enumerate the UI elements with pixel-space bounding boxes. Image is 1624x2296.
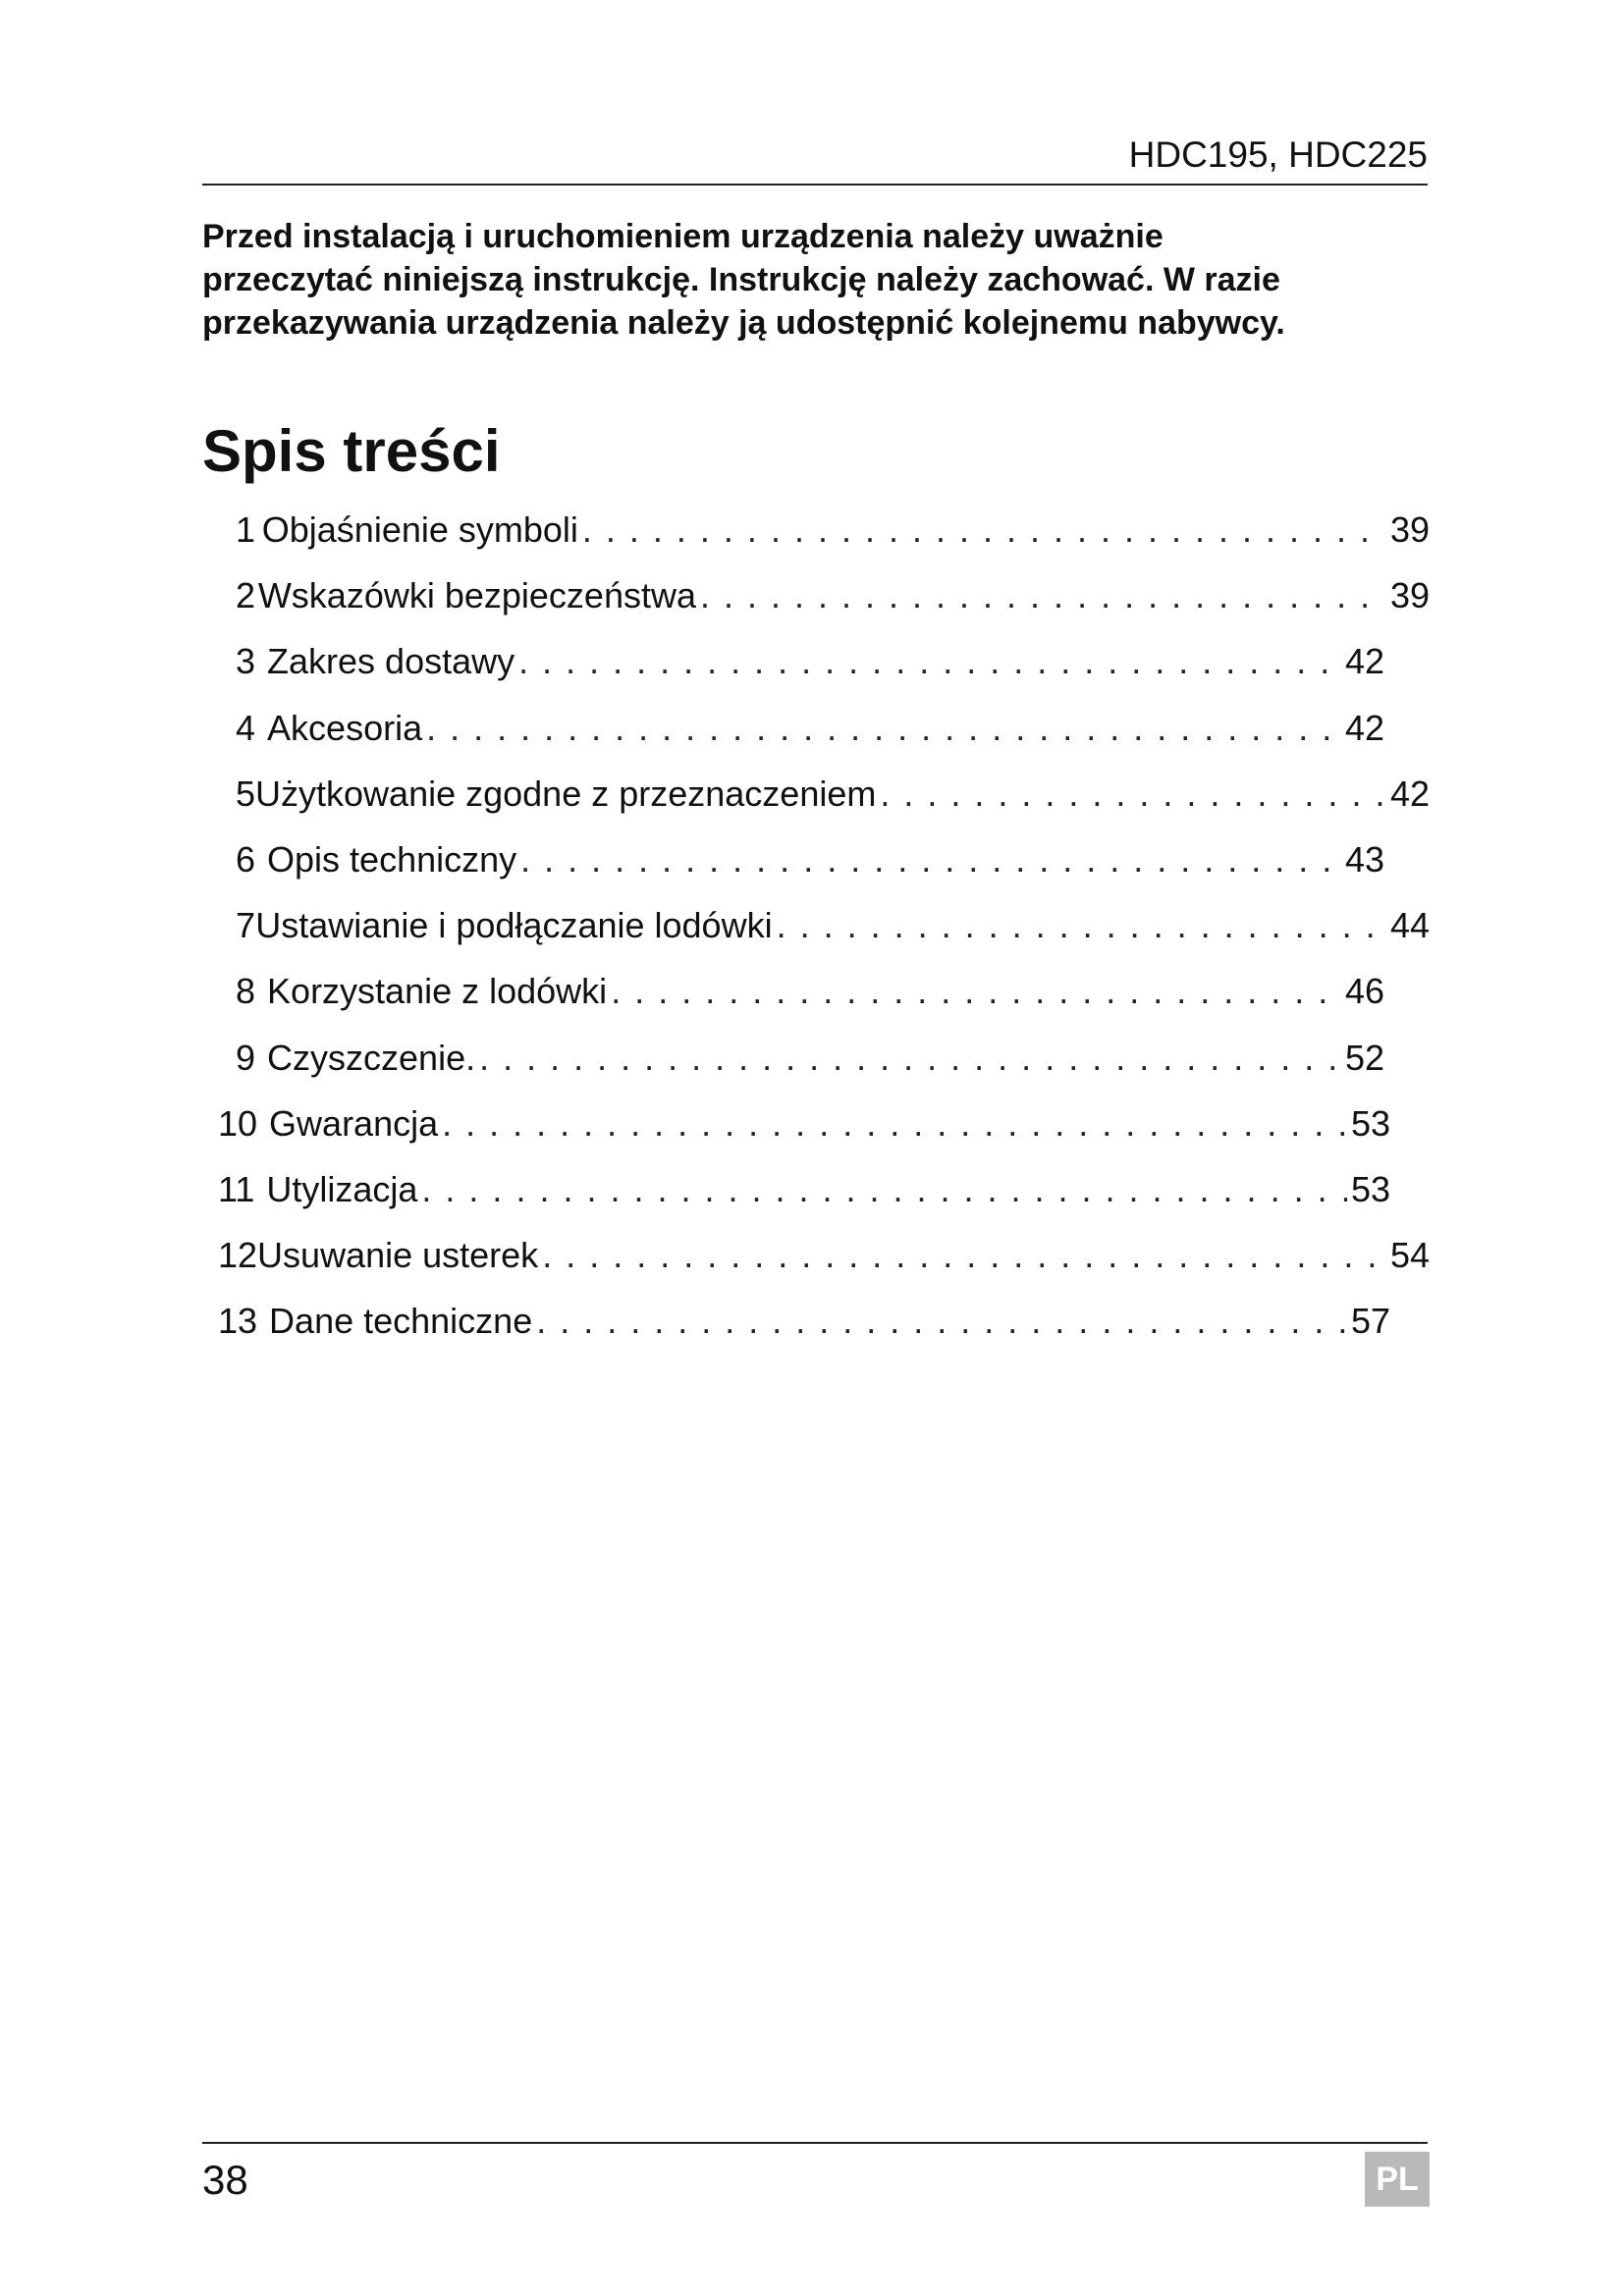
language-badge: PL	[1365, 2152, 1430, 2207]
toc-entry-number: 6	[236, 838, 256, 880]
toc-leader-dots	[438, 1102, 1347, 1146]
toc-leader-dots	[422, 707, 1341, 750]
toc-leader-dots	[516, 838, 1341, 881]
toc-entry-page: 39	[1389, 509, 1430, 550]
toc-entry-label: Akcesoria	[267, 707, 423, 748]
toc-entry-number: 1	[236, 509, 256, 550]
toc-leader-dots	[532, 1300, 1347, 1343]
intro-line: Przed instalacją i uruchomieniem urządzenia należy uważnie	[202, 218, 1164, 255]
table-of-contents	[0, 508, 1624, 1365]
toc-entry[interactable]	[0, 1102, 1624, 1168]
toc-leader-dots	[773, 904, 1386, 947]
toc-entry[interactable]	[0, 1300, 1624, 1365]
toc-entry-label: Wskazówki bezpieczeństwa	[257, 575, 696, 616]
toc-leader-dots	[417, 1168, 1347, 1211]
toc-entry-page: 53	[1350, 1168, 1390, 1209]
toc-entry-number: 7	[236, 905, 256, 946]
toc-entry-page: 54	[1389, 1235, 1430, 1276]
toc-entry[interactable]	[0, 707, 1624, 773]
document-model-header: HDC195, HDC225	[1128, 134, 1428, 175]
toc-entry-page: 42	[1344, 707, 1384, 748]
toc-entry-label: Utylizacja	[266, 1168, 418, 1209]
footer-rule	[202, 2142, 1428, 2144]
toc-entry[interactable]	[0, 970, 1624, 1036]
toc-entry-number: 2	[236, 575, 256, 616]
toc-entry-page: 57	[1350, 1301, 1390, 1342]
toc-title: Spis treści	[202, 418, 501, 484]
toc-entry-label: Usuwanie usterek	[257, 1235, 539, 1276]
toc-entry-number: 5	[236, 773, 256, 814]
toc-entry[interactable]	[0, 1234, 1624, 1300]
toc-entry-number: 11	[218, 1168, 255, 1209]
toc-entry[interactable]	[0, 904, 1624, 970]
intro-notice	[202, 215, 1430, 345]
toc-entry-number: 9	[236, 1037, 256, 1078]
toc-entry-label: Czyszczenie.	[267, 1037, 476, 1078]
toc-entry-number: 12	[218, 1235, 258, 1276]
toc-entry-label: Objaśnienie symboli	[261, 509, 578, 550]
toc-entry[interactable]	[0, 508, 1624, 574]
toc-entry-number: 13	[218, 1301, 258, 1342]
toc-entry[interactable]	[0, 574, 1624, 640]
header-rule	[202, 184, 1428, 186]
toc-entry-page: 46	[1344, 971, 1384, 1012]
toc-entry-page: 39	[1389, 575, 1430, 616]
page-number: 38	[202, 2157, 248, 2203]
toc-entry-number: 3	[236, 641, 256, 682]
toc-entry-page: 52	[1344, 1037, 1384, 1078]
toc-entry-page: 53	[1350, 1102, 1390, 1144]
toc-entry-label: Gwarancja	[269, 1102, 439, 1144]
toc-entry-number: 8	[236, 971, 256, 1012]
toc-entry-page: 43	[1344, 838, 1384, 880]
toc-entry[interactable]	[0, 1037, 1624, 1102]
toc-leader-dots	[514, 640, 1341, 683]
toc-entry-label: Zakres dostawy	[267, 641, 515, 682]
toc-entry-page: 42	[1389, 773, 1430, 814]
toc-entry-number: 4	[236, 707, 256, 748]
toc-entry-page: 42	[1344, 641, 1384, 682]
intro-line: przeczytać niniejszą instrukcję. Instrukcję należy zachować. W razie	[202, 261, 1280, 298]
toc-entry-label: Korzystanie z lodówki	[267, 971, 608, 1012]
toc-entry[interactable]	[0, 773, 1624, 838]
toc-leader-dots	[538, 1234, 1386, 1277]
toc-entry-label: Dane techniczne	[269, 1301, 533, 1342]
toc-entry-label: Ustawianie i podłączanie lodówki	[255, 905, 773, 946]
toc-leader-dots	[696, 574, 1386, 617]
toc-entry[interactable]	[0, 838, 1624, 904]
toc-entry[interactable]	[0, 1168, 1624, 1234]
toc-leader-dots	[578, 508, 1386, 552]
toc-entry-page: 44	[1389, 905, 1430, 946]
toc-leader-dots	[475, 1037, 1341, 1080]
toc-entry-label: Opis techniczny	[267, 838, 517, 880]
intro-line: przekazywania urządzenia należy ją udostępnić kolejnemu nabywcy.	[202, 304, 1285, 342]
toc-entry[interactable]	[0, 640, 1624, 706]
toc-leader-dots	[607, 970, 1341, 1013]
toc-entry-number: 10	[218, 1102, 258, 1144]
toc-leader-dots	[876, 773, 1386, 816]
toc-entry-label: Użytkowanie zgodne z przeznaczeniem	[255, 773, 877, 814]
